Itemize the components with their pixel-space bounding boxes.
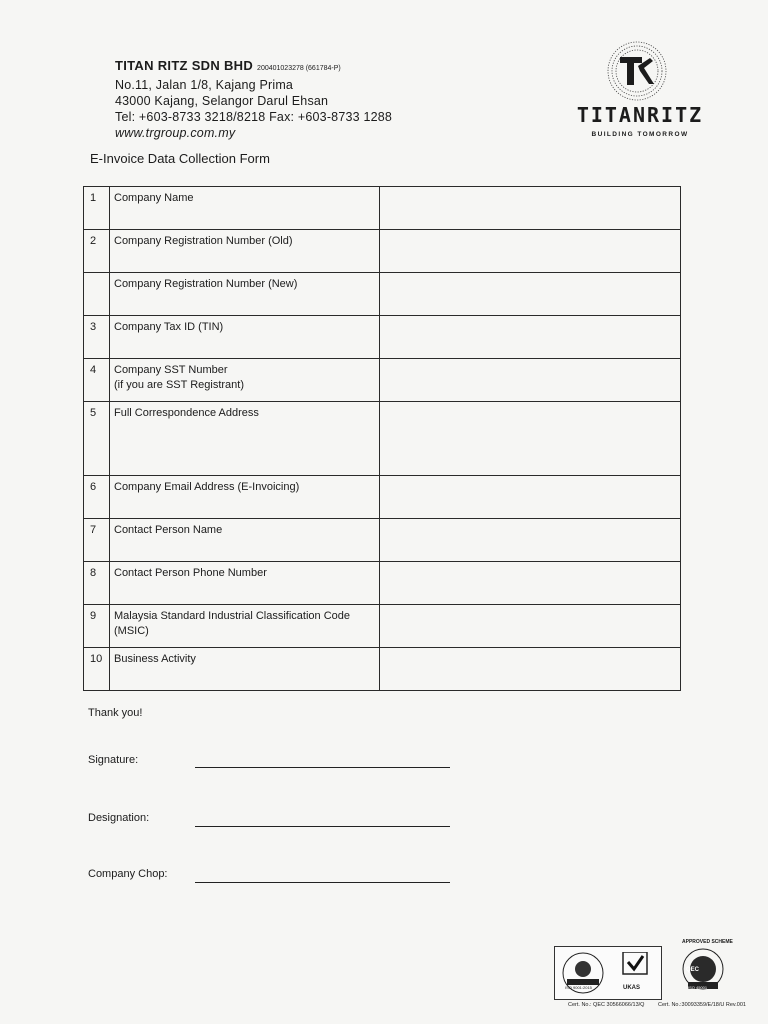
field-value-cell (380, 316, 681, 359)
field-label-cell (110, 519, 380, 562)
logo-tagline: BUILDING TOMORROW (591, 131, 689, 138)
field-value-input[interactable] (380, 316, 680, 336)
field-value-input[interactable] (380, 476, 680, 496)
designation-line[interactable] (195, 826, 450, 827)
logo-mark-icon (606, 40, 668, 102)
cert-number-2: Cert. No.:30093359/E/18/U Rev.001 (658, 1002, 746, 1008)
company-chop-label: Company Chop: (88, 868, 168, 880)
table-row (84, 562, 681, 605)
field-value-input[interactable] (380, 519, 680, 539)
table-row (84, 605, 681, 648)
iso-cert-box (554, 946, 662, 1000)
table-row (84, 187, 681, 230)
qec-label: QEC (686, 967, 700, 973)
field-label: Full Correspondence Address (114, 407, 259, 419)
field-value-cell (380, 273, 681, 316)
field-value-input[interactable] (380, 359, 680, 379)
ukas-check-icon (615, 952, 655, 986)
field-value-input[interactable] (380, 648, 680, 668)
signature-line[interactable] (195, 767, 450, 768)
field-value-input[interactable] (380, 230, 680, 250)
field-value-cell (380, 359, 681, 402)
field-label: Company Registration Number (Old) (114, 235, 293, 247)
iso-45001-label: ISO 45001 (688, 985, 708, 990)
field-value-input[interactable] (380, 273, 680, 293)
table-row (84, 230, 681, 273)
titan-ritz-logo (560, 40, 720, 145)
field-label-cell (110, 605, 380, 648)
field-value-input[interactable] (380, 562, 680, 582)
row-number: 2 (84, 230, 110, 273)
designation-label: Designation: (88, 812, 150, 824)
row-number: 7 (84, 519, 110, 562)
field-label-cell (110, 187, 380, 230)
field-value-cell (380, 562, 681, 605)
row-number: 6 (84, 476, 110, 519)
field-value-cell (380, 187, 681, 230)
company-header (115, 58, 392, 141)
field-label-cell (110, 402, 380, 476)
table-row (84, 273, 681, 316)
website: www.trgroup.com.my (115, 126, 236, 140)
field-value-cell (380, 230, 681, 273)
company-regno: 200401023278 (661784-P) (257, 65, 341, 72)
field-label-cell (110, 476, 380, 519)
field-sublabel: (MSIC) (114, 625, 149, 637)
table-row (84, 519, 681, 562)
row-number (84, 273, 110, 316)
field-value-cell (380, 648, 681, 691)
field-label: Contact Person Name (114, 524, 223, 536)
logo-wordmark: TITANRITZ (576, 103, 704, 127)
field-label-cell (110, 273, 380, 316)
table-row (84, 476, 681, 519)
iso-9001-label: ISO 9001:2015 (565, 985, 592, 990)
certification-marks (552, 939, 752, 1012)
row-number: 3 (84, 316, 110, 359)
field-label-cell (110, 316, 380, 359)
cert-number-1: Cert. No.: QEC 30566066/13/Q (568, 1002, 645, 1008)
approved-scheme-label: APPROVED SCHEME (682, 939, 733, 945)
field-value-cell (380, 605, 681, 648)
row-number: 8 (84, 562, 110, 605)
field-value-cell (380, 519, 681, 562)
field-value-cell (380, 476, 681, 519)
field-label: Company Tax ID (TIN) (114, 321, 224, 333)
field-value-cell (380, 402, 681, 476)
ukas-label: UKAS (623, 985, 641, 991)
row-number: 10 (84, 648, 110, 691)
row-number: 9 (84, 605, 110, 648)
table-row (84, 359, 681, 402)
field-label: Business Activity (114, 653, 196, 665)
row-number: 5 (84, 402, 110, 476)
field-sublabel: (if you are SST Registrant) (114, 379, 245, 391)
field-label-cell (110, 648, 380, 691)
table-row (84, 316, 681, 359)
field-value-input[interactable] (380, 605, 680, 625)
field-label: Malaysia Standard Industrial Classification Code (114, 610, 351, 622)
table-row (84, 402, 681, 476)
field-label: Contact Person Phone Number (114, 567, 267, 579)
company-chop-line[interactable] (195, 882, 450, 883)
data-collection-table (83, 186, 681, 691)
row-number: 1 (84, 187, 110, 230)
field-value-input[interactable] (380, 187, 680, 207)
field-value-input[interactable] (380, 402, 680, 422)
company-name: TITAN RITZ SDN BHD (115, 58, 254, 73)
field-label: Company Registration Number (New) (114, 278, 298, 290)
thank-you-text: Thank you! (88, 707, 143, 719)
address-line-1: No.11, Jalan 1/8, Kajang Prima (115, 78, 294, 92)
field-label: Company Name (114, 192, 194, 204)
contact-line: Tel: +603-8733 3218/8218 Fax: +603-8733 1288 (115, 110, 393, 124)
row-number: 4 (84, 359, 110, 402)
field-label-cell (110, 359, 380, 402)
table-row (84, 648, 681, 691)
field-label-cell (110, 230, 380, 273)
form-title: E-Invoice Data Collection Form (90, 151, 270, 166)
field-label: Company Email Address (E-Invoicing) (114, 481, 300, 493)
field-label: Company SST Number (114, 364, 228, 376)
field-label-cell (110, 562, 380, 605)
address-line-2: 43000 Kajang, Selangor Darul Ehsan (115, 94, 329, 108)
signature-label: Signature: (88, 754, 139, 766)
